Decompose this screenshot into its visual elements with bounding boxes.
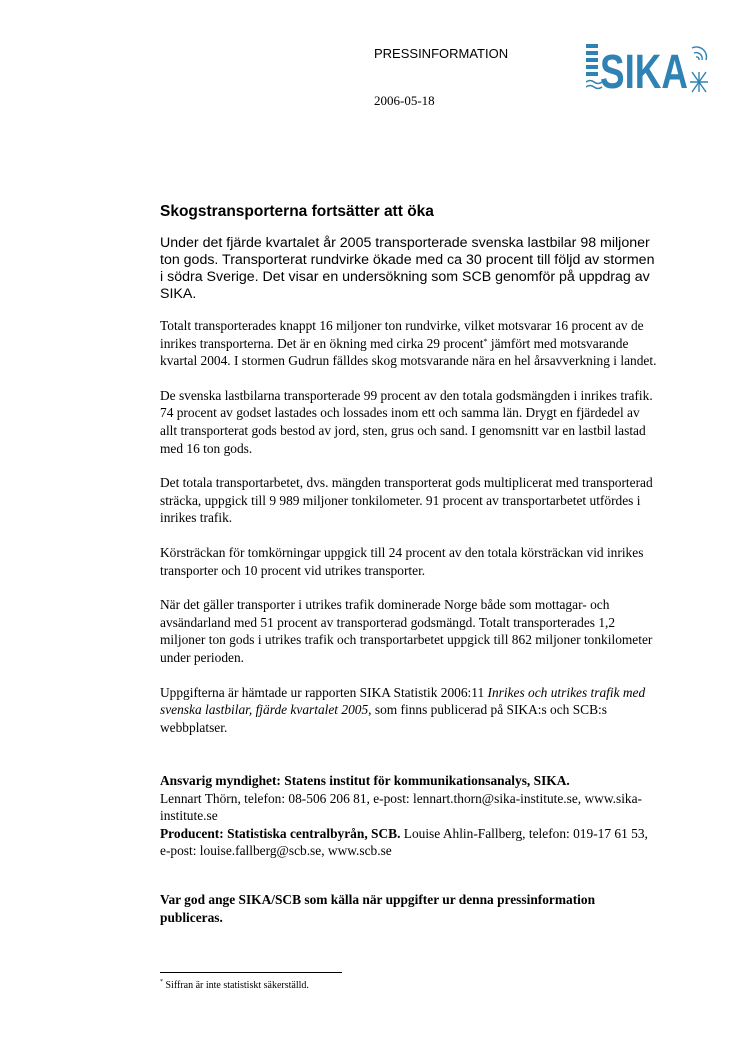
authority-heading: Ansvarig myndighet: Statens institut för kommunikationsanalys, SIKA.: [160, 773, 570, 789]
producer-heading: Producent: Statistiska centralbyrån, SCB.: [160, 825, 401, 841]
report-outro: , som finns publicerad på SIKA:s och SCB:s webbplatser.: [160, 702, 607, 735]
footnote-divider: [160, 972, 342, 973]
footnote-text: Siffran är inte statistiskt säkerställd.: [163, 980, 309, 991]
producer-contact: [160, 825, 660, 860]
lead-paragraph: Under det fjärde kvartalet år 2005 transporterade svenska lastbilar 98 miljoner ton gods. Transporterat rundvirke ökade med ca 30 procent till följd av stormen i södra Sverige. Det visar en undersökning som SCB genomför på uppdrag av SIKA.: [160, 235, 655, 302]
paragraph-roundwood-end: jämfört med motsvarande kvartal 2004. I stormen Gudrun fälldes skog motsvarande nära en hel årsavverkning i landet.: [160, 335, 657, 369]
paragraph-roundwood: [160, 317, 660, 370]
paragraph-international: När det gäller transporter i utrikes trafik dominerade Norge både som mottagar- och avsändarland med 51 procent av transporterad godsmängd. Totalt transporterades 1,2 miljoner ton gods i utrikes trafik och transportarbetet uppgick till 862 miljoner tonkilometer under perioden.: [160, 597, 653, 665]
report-title: Inrikes och utrikes trafik med svenska lastbilar, fjärde kvartalet 2005: [160, 684, 646, 718]
press-date: 2006-05-18: [374, 93, 435, 108]
authority-details: Lennart Thörn, telefon: 08-506 206 81, e-post: lennart.thorn@sika-institute.se, www.sika-institute.se: [160, 790, 643, 824]
press-label: PRESSINFORMATION: [374, 46, 509, 61]
paragraph-transport-work: Det totala transportarbetet, dvs. mängden transporterat gods multiplicerat med transporterad sträcka, uppgick till 9 989 miljoner tonkilometer. 91 procent av transportarbetet utfördes i inrikes trafik.: [160, 475, 653, 526]
contact-block: [160, 772, 660, 859]
footnote-mark: *: [160, 979, 163, 985]
report-intro: Uppgifterna är hämtade ur rapporten SIKA Statistik 2006:11: [160, 684, 488, 700]
footnote: [160, 980, 309, 991]
sika-logo: [586, 42, 710, 94]
footnote-reference: *: [483, 336, 488, 346]
paragraph-roundwood-start: Totalt transporterades knappt 16 miljoner ton rundvirke, vilket motsvarar 16 procent av de inrikes transporterna. Det är en ökning med cirka 29 procent: [160, 318, 644, 351]
paragraph-source-report: [160, 684, 660, 737]
paragraph-empty-runs: Körsträckan för tomkörningar uppgick till 24 procent av den totala körsträckan vid inrikes transporter och 10 procent vid utrikes transporter.: [160, 544, 644, 578]
producer-details: Louise Ahlin-Fallberg, telefon: 019-17 61 53, e-post: louise.fallberg@scb.se, www.scb.se: [160, 825, 648, 858]
source-attribution-note: Var god ange SIKA/SCB som källa när uppgifter ur denna pressinformation publiceras.: [160, 892, 596, 925]
headline: Skogstransporterna fortsätter att öka: [160, 203, 434, 220]
authority-contact: [160, 772, 660, 824]
paragraph-domestic-share: De svenska lastbilarna transporterade 99 procent av den totala godsmängden i inrikes trafik. 74 procent av godset lastades och lossades inom ett och samma län. Drygt en fjärdedel av allt transporterat gods bestod av jord, sten, grus och sand. I genomsnitt var en lastbil lastad med 16 ton gods.: [160, 387, 653, 456]
logo-text: SIKA: [600, 46, 688, 94]
